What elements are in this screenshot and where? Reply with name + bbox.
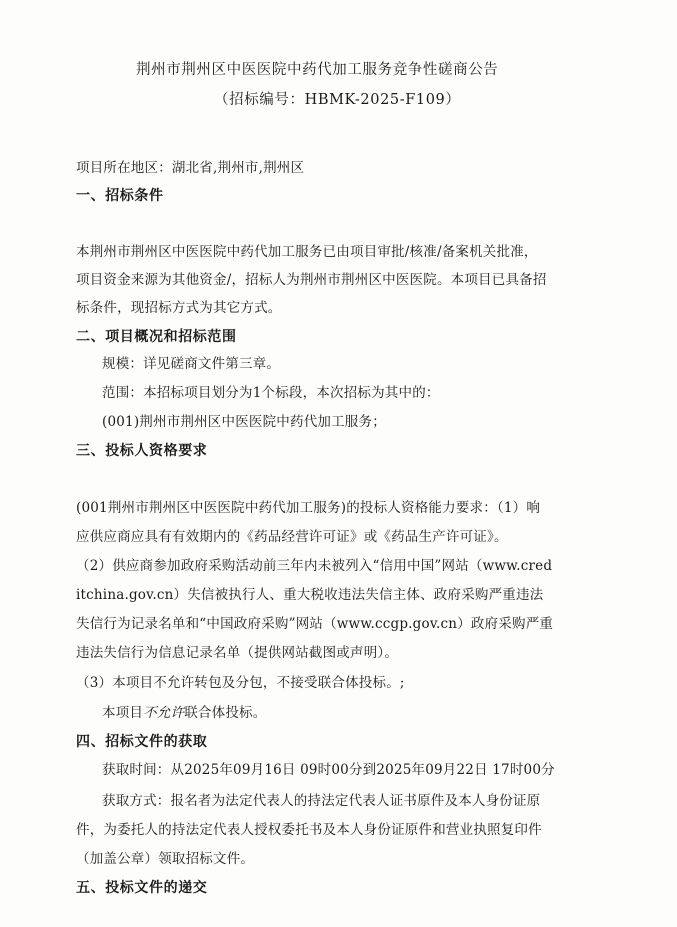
consortium-prefix: 本项目 — [102, 705, 144, 721]
section-2-scope: 范围：本招标项目划分为1个标段，本次招标为其中的： — [102, 385, 440, 401]
section-1-line: 标条件，现招标方式为其它方式。 — [76, 300, 282, 316]
section-4-time: 获取时间：从2025年09月16日 09时00分到2025年09月22日 17时00分 — [102, 762, 555, 778]
section-3-heading: 三、投标人资格要求 — [76, 443, 208, 459]
section-4-method-line: （加盖公章）领取招标文件。 — [76, 851, 255, 867]
section-2-heading: 二、项目概况和招标范围 — [76, 329, 237, 345]
section-3-line: 应供应商应具有有效期内的《药品经营许可证》或《药品生产许可证》。 — [76, 529, 508, 545]
consortium-italic: 不允许 — [143, 705, 185, 721]
section-3-line: 违法失信行为信息记录名单（提供网站截图或声明）。 — [76, 645, 399, 661]
consortium-suffix: 联合体投标。 — [184, 705, 267, 721]
project-location: 项目所在地区：湖北省,荆州市,荆州区 — [76, 160, 305, 176]
section-3-line: (001荆州市荆州区中医医院中药代加工服务)的投标人资格能力要求：（1）响 — [76, 500, 541, 516]
section-1-line: 项目资金来源为其他资金/，招标人为荆州市荆州区中医医院。本项目已具备招 — [76, 272, 547, 288]
section-3-consortium-note — [102, 703, 266, 723]
section-3-line: （2）供应商参加政府采购活动前三年内未被列入“信用中国”网站（www.cred — [76, 558, 553, 574]
section-1-line: 本荆州市荆州区中医医院中药代加工服务已由项目审批/核准/备案机关批准， — [76, 244, 538, 260]
section-3-line: （3）本项目不允许转包及分包，不接受联合体投标。; — [76, 675, 405, 691]
section-5-heading: 五、投标文件的递交 — [76, 880, 208, 896]
document-title: 荆州市荆州区中医医院中药代加工服务竞争性磋商公告 — [136, 62, 499, 78]
section-2-scale: 规模：详见磋商文件第三章。 — [102, 356, 281, 372]
bid-number: （招标编号：HBMK-2025-F109） — [214, 92, 461, 108]
section-1-heading: 一、招标条件 — [76, 188, 164, 204]
section-4-method-line: 获取方式：报名者为法定代表人的持法定代表人证书原件及本人身份证原 — [102, 793, 541, 809]
section-4-heading: 四、招标文件的获取 — [76, 734, 208, 750]
section-3-line: itchina.gov.cn）失信被执行人、重大税收违法失信主体、政府采购严重违法 — [76, 587, 544, 603]
section-2-lot: (001)荆州市荆州区中医医院中药代加工服务； — [102, 414, 386, 430]
section-4-method-line: 件，为委托人的持法定代表人授权委托书及本人身份证原件和营业执照复印件 — [76, 822, 542, 838]
section-3-line: 失信行为记录名单和“中国政府采购”网站（www.ccgp.gov.cn）政府采购严重 — [76, 616, 554, 632]
